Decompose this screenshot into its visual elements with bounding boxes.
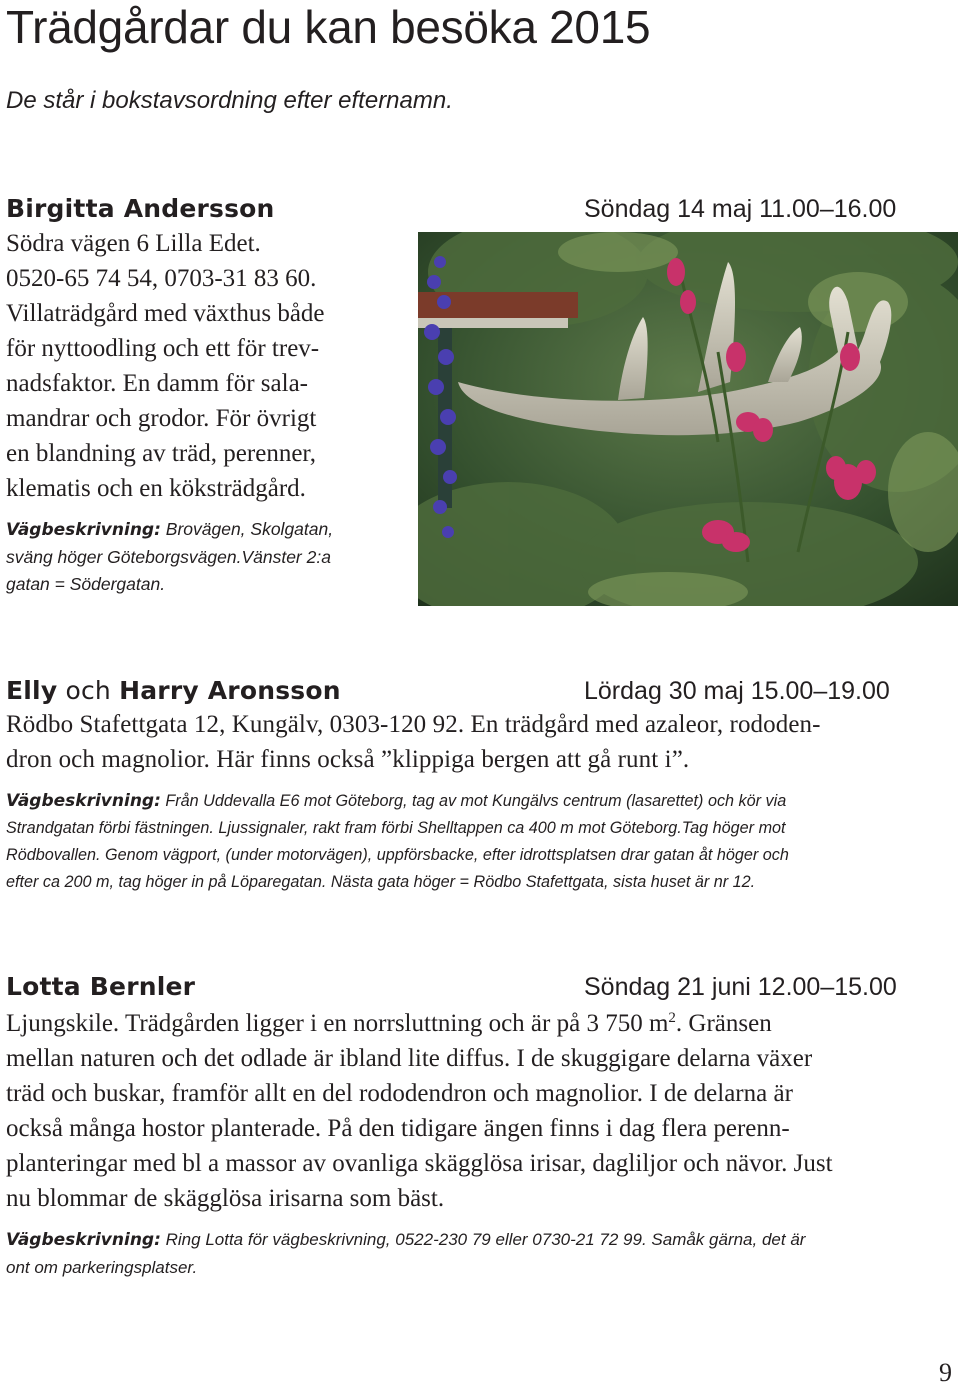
text-line: dron och magnolior. Här finns också ”klippiga bergen att gå runt i”. (6, 746, 690, 773)
text-line: planteringar med bl a massor av ovanliga skägglösa irisar, dagliljor och nävor. Just (6, 1150, 833, 1177)
directions-line: sväng höger Göteborgsvägen.Vänster 2:a (6, 547, 331, 567)
directions-line: Strandgatan förbi fästningen. Ljussignaler, rakt fram förbi Shelltappen ca 400 m mot Göteborg.Tag höger mot (6, 819, 786, 837)
garden-1-date: Söndag 14 maj 11.00–16.00 (584, 195, 897, 223)
directions-line: gatan = Södergatan. (6, 574, 166, 594)
text-line: 0520-65 74 54, 0703-31 83 60. (6, 265, 317, 292)
garden-3-date: Söndag 21 juni 12.00–15.00 (584, 973, 897, 1001)
directions-line: efter ca 200 m, tag höger in på Löparegatan. Nästa gata höger = Rödbo Stafettgata, sista huset är nr 12. (6, 873, 756, 891)
text-fragment: . Gränsen (675, 1010, 772, 1037)
directions-label: Vägbeskrivning: (6, 791, 161, 811)
text-line: träd och buskar, framför allt en del rododendron och magnolior. I de delarna är (6, 1080, 793, 1107)
text-line: för nyttoodling och ett för trev- (6, 335, 320, 362)
garden-2-date: Lördag 30 maj 15.00–19.00 (584, 677, 890, 705)
directions-line: Ring Lotta för vägbeskrivning, 0522-230 79 eller 0730-21 72 99. Samåk gärna, det är (160, 1230, 806, 1249)
garden-3-description (6, 1006, 833, 1216)
garden-1-name: Birgitta Andersson (6, 194, 275, 223)
garden-3-name: Lotta Bernler (6, 972, 196, 1001)
text-line: Södra vägen 6 Lilla Edet. (6, 230, 261, 257)
page-number: 9 (939, 1358, 952, 1387)
garden-photo-antler (418, 232, 958, 606)
text-line: en blandning av träd, perenner, (6, 440, 316, 467)
text-line: klematis och en köksträdgård. (6, 475, 306, 502)
text-line: Rödbo Stafettgata 12, Kungälv, 0303-120 92. En trädgård med azaleor, rododen- (6, 711, 821, 738)
page-title: Trädgårdar du kan besöka 2015 (6, 1, 651, 53)
directions-line: Brovägen, Skolgatan, (160, 519, 334, 539)
text-line: mellan naturen och det odlade är ibland lite diffus. I de skuggigare delarna växer (6, 1045, 813, 1072)
directions-label: Vägbeskrivning: (6, 520, 161, 540)
garden-1-directions (6, 516, 333, 598)
garden-3-directions (6, 1226, 805, 1281)
directions-line: ont om parkeringsplatser. (6, 1258, 198, 1277)
garden-2-name-join: och (57, 676, 120, 705)
text-line: mandrar och grodor. För övrigt (6, 405, 317, 432)
garden-1-description (6, 226, 325, 506)
text-line: också många hostor planterade. På den tidigare ängen finns i dag flera perenn- (6, 1115, 790, 1142)
page-subtitle: De står i bokstavsordning efter efternamn. (6, 87, 453, 114)
text-line: nadsfaktor. En damm för sala- (6, 370, 308, 397)
garden-2-name-first: Elly (6, 676, 58, 705)
text-fragment: Ljungskile. Trädgården ligger i en norrsluttning och är på 3 750 m (6, 1010, 669, 1037)
directions-line: Rödbovallen. Genom vägport, (under motorvägen), uppförsbacke, efter idrottsplatsen drar gatan åt höger och (6, 846, 789, 864)
text-line (6, 1010, 772, 1037)
directions-label: Vägbeskrivning: (6, 1230, 161, 1250)
text-line: nu blommar de skägglösa irisarna som bäst. (6, 1185, 445, 1212)
superscript: 2 (668, 1010, 676, 1026)
garden-photo-illustration (418, 232, 958, 606)
garden-2-description (6, 707, 821, 777)
garden-2-directions (6, 788, 789, 896)
garden-2-name (6, 676, 341, 706)
directions-line: Från Uddevalla E6 mot Göteborg, tag av mot Kungälvs centrum (lasarettet) och kör via (160, 792, 787, 810)
garden-2-name-second: Harry Aronsson (119, 676, 341, 705)
text-line: Villaträdgård med växthus både (6, 300, 325, 327)
